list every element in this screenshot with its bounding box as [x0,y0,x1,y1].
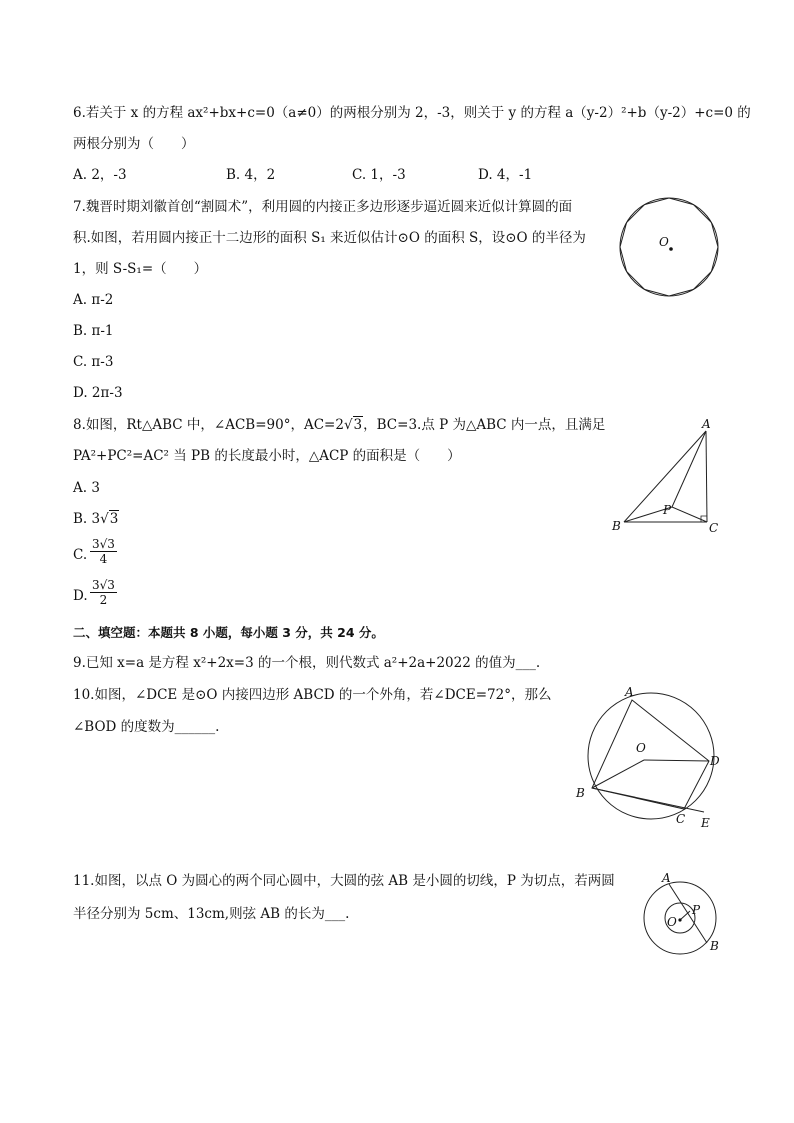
q8-option-c-label: C. [73,547,88,563]
q7-dodecagon-figure [615,196,725,304]
q11-label-a: A [662,871,671,885]
q10-stem-line-1: 10.如图，∠DCE 是⊙O 内接四边形 ABCD 的一个外角，若∠DCE=72°，那么 [73,687,552,703]
q8-option-b-root: 3 [109,511,119,527]
q10-label-b: B [576,786,585,800]
q7-option-b: B. π-1 [73,323,114,339]
q10-circle-figure [572,684,722,834]
q8-stem-line-2: PA²+PC²=AC² 当 PB 的长度最小时，△ACP 的面积是（ ） [73,448,461,464]
q11-center-point [678,918,681,921]
q8-option-d-numerator: 3√3 [92,578,115,592]
q6-stem-line-1: 6.若关于 x 的方程 ax²+bx+c=0（a≠0）的两根分别为 2，-3，则关于 y 的方程 a（y-2）²+b（y-2）+c=0 的 [73,105,751,121]
q7-label-o: O [659,235,669,249]
q11-label-b: B [710,939,719,953]
q6-option-d: D. 4，-1 [478,167,533,183]
q8-label-a: A [702,417,711,431]
q11-label-o: O [667,915,677,929]
q10-label-e: E [701,816,710,830]
q7-option-c: C. π-3 [73,354,114,370]
section-2-title-text: 二、填空题：本题共 8 小题，每小题 3 分，共 24 分。 [73,625,384,640]
q8-label-p: P [663,503,672,517]
q11-stem-line-2: 半径分别为 5cm、13cm,则弦 AB 的长为___. [73,906,350,922]
q9-stem: 9.已知 x=a 是方程 x²+2x=3 的一个根，则代数式 a²+2a+2022 的值为___. [73,655,541,671]
q11-stem-line-1: 11.如图，以点 O 为圆心的两个同心圆中，大圆的弦 AB 是小圆的切线，P 为切点，若两圆 [73,873,615,889]
q8-triangle-figure [608,415,728,540]
q11-radius-op [680,911,690,920]
q10-label-o: O [636,741,646,755]
q11-chord-ab [669,884,707,943]
q11-concentric-circles-figure [638,870,728,956]
q11-large-circle [644,882,716,954]
q8-stem-part-a: 8.如图，Rt△ABC 中，∠ACB=90°，AC=2 [73,417,344,433]
q8-option-c-numerator: 3√3 [92,537,115,551]
q8-option-d-denominator: 2 [99,593,108,607]
q8-root-value: 3 [353,417,363,433]
q7-stem-line-1: 7.魏晋时期刘徽首创“割圆术”，利用圆的内接正多边形逐步逼近圆来近似计算圆的面 [73,199,573,215]
q10-quadrilateral-abcd [592,700,709,809]
q6-option-c: C. 1，-3 [352,167,406,183]
q10-label-d: D [710,754,720,768]
q10-radius-ob [592,760,644,788]
q8-option-c-denominator: 4 [99,552,108,566]
q8-side-ac [706,431,707,522]
q8-option-b-root-sign: √ [100,511,109,527]
q8-segment-pc [672,507,707,522]
q8-stem-line-1 [73,416,605,434]
q8-option-b-label: B. 3 [73,511,101,527]
q8-label-c: C [709,521,719,535]
q11-label-p: P [692,903,701,917]
q7-option-a: A. π-2 [73,292,114,308]
q7-stem-line-2: 积.如图，若用圆内接正十二边形的面积 S₁ 来近似估计⊙O 的面积 S，设⊙O 的半径为 [73,230,586,246]
q6-stem-line-2: 两根分别为（ ） [73,136,195,152]
q7-option-d: D. 2π-3 [73,385,123,401]
q8-option-b [73,510,119,528]
q8-option-d-fraction [90,578,117,607]
q8-segment-pa [672,431,706,507]
q8-option-a: A. 3 [73,480,100,496]
q10-extension-ce [592,788,704,812]
q7-center-point [669,247,673,251]
q10-stem-line-2: ∠BOD 的度数为______. [73,719,220,735]
section-2-title [73,624,384,642]
q7-stem-line-3: 1，则 S-S₁=（ ） [73,261,208,277]
q8-option-d-label: D. [73,588,88,604]
q8-option-c-fraction [90,537,117,566]
q6-option-b: B. 4，2 [226,167,276,183]
q8-root-sign: √ [343,417,353,433]
q7-circle [620,198,718,296]
q10-label-c: C [676,812,686,826]
q6-option-a: A. 2，-3 [73,167,127,183]
q8-stem-part-b: ，BC=3.点 P 为△ABC 内一点，且满足 [363,417,606,433]
q8-label-b: B [612,519,621,533]
q10-radius-od [644,760,709,761]
q10-label-a: A [625,685,634,699]
